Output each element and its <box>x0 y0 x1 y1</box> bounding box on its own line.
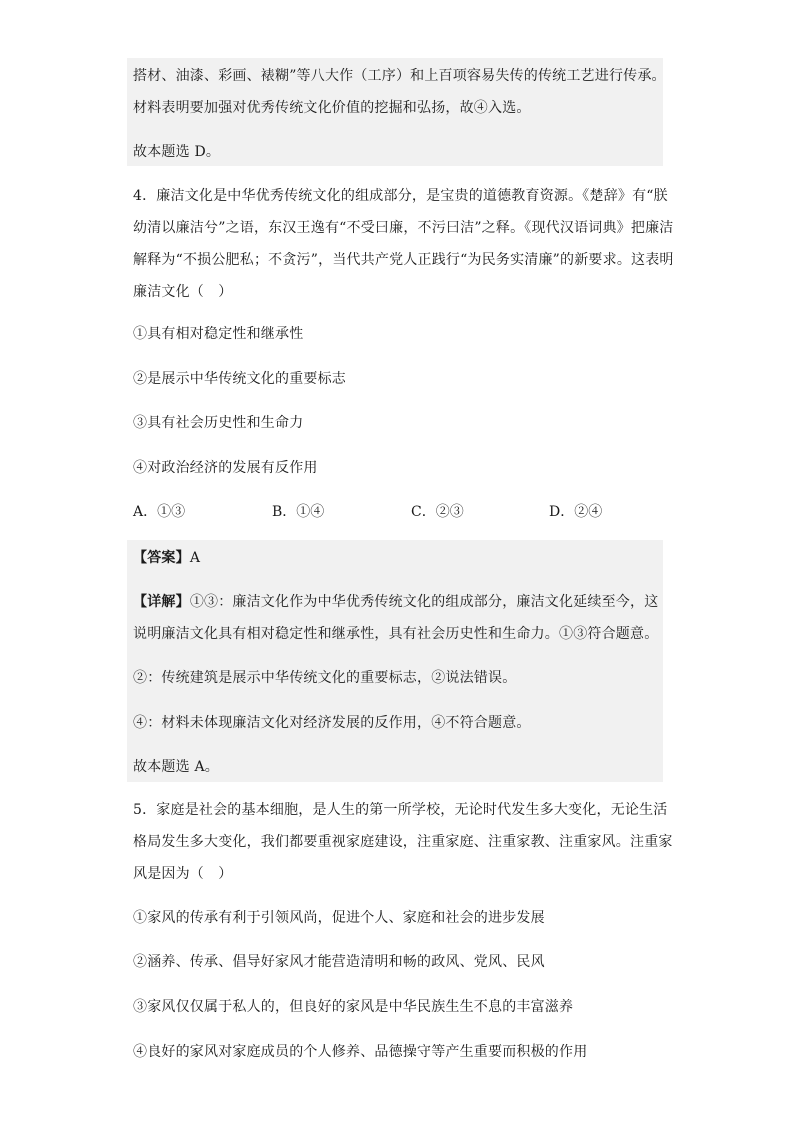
q4-statement-3: ③具有社会历史性和生命力 <box>133 415 304 431</box>
q4-conclusion: 故本题选 A。 <box>133 759 219 775</box>
q5-stem-line-3: 风是因为（ ） <box>133 866 233 882</box>
q5-statement-1: ①家风的传承有利于引领风尚，促进个人、家庭和社会的进步发展 <box>133 910 545 926</box>
q4-stem-line-3: 解释为“不损公肥私；不贪污”，当代共产党人正践行“为民务实清廉”的新要求。这表明 <box>133 252 674 268</box>
q4-stem-line-2: 幼清以廉洁兮”之语，东汉王逸有“不受曰廉，不污曰洁”之释。《现代汉语词典》把廉洁 <box>133 220 674 236</box>
q4-statement-2: ②是展示中华传统文化的重要标志 <box>133 371 346 387</box>
q4-stem-line-4: 廉洁文化（ ） <box>133 284 233 300</box>
q4-option-d: D．②④ <box>549 504 603 520</box>
q5-stem-line-2: 格局发生多大变化，我们都要重视家庭建设，注重家庭、注重家教、注重家风。注重家 <box>133 834 673 850</box>
q4-stem-line-1: 4．廉洁文化是中华优秀传统文化的组成部分，是宝贵的道德教育资源。《楚辞》有“朕 <box>133 188 668 204</box>
q4-explanation-line-1 <box>133 586 663 618</box>
q4-statement-1: ①具有相对稳定性和继承性 <box>133 326 304 342</box>
q4-statement-4: ④对政治经济的发展有反作用 <box>133 460 318 476</box>
q4-option-b: B．①④ <box>272 504 325 520</box>
q5-statement-2: ②涵养、传承、倡导好家风才能营造清明和畅的政风、党风、民风 <box>133 954 545 970</box>
q4-option-a: A．①③ <box>133 504 186 520</box>
q4-explanation-line-4: ④：材料未体现廉洁文化对经济发展的反作用，④不符合题意。 <box>133 715 531 731</box>
explanation-tag: 【详解】 <box>133 594 190 610</box>
q5-statement-4: ④良好的家风对家庭成员的个人修养、品德操守等产生重要而积极的作用 <box>133 1044 588 1060</box>
answer-tag: 【答案】 <box>133 550 190 566</box>
q5-stem-line-1: 5．家庭是社会的基本细胞，是人生的第一所学校，无论时代发生多大变化，无论生活 <box>133 802 668 818</box>
prev-explanation-line-2: 材料表明要加强对优秀传统文化价值的挖掘和弘扬，故④入选。 <box>133 100 531 116</box>
q4-option-c: C．②③ <box>411 504 464 520</box>
prev-conclusion: 故本题选 D。 <box>133 144 221 160</box>
q4-explanation-line-2: 说明廉洁文化具有相对稳定性和继承性，具有社会历史性和生命力。①③符合题意。 <box>133 626 659 642</box>
answer-value: A <box>189 550 201 566</box>
q4-answer-background <box>127 540 663 782</box>
explanation-text-1: ①③：廉洁文化作为中华优秀传统文化的组成部分，廉洁文化延续至今，这 <box>189 594 659 610</box>
q4-answer <box>133 542 663 574</box>
q4-explanation-line-3: ②：传统建筑是展示中华传统文化的重要标志，②说法错误。 <box>133 670 517 686</box>
prev-explanation-line-1: 搭材、油漆、彩画、裱糊”等八大作（工序）和上百项容易失传的传统工艺进行传承。 <box>133 68 666 84</box>
q5-statement-3: ③家风仅仅属于私人的，但良好的家风是中华民族生生不息的丰富滋养 <box>133 999 574 1015</box>
